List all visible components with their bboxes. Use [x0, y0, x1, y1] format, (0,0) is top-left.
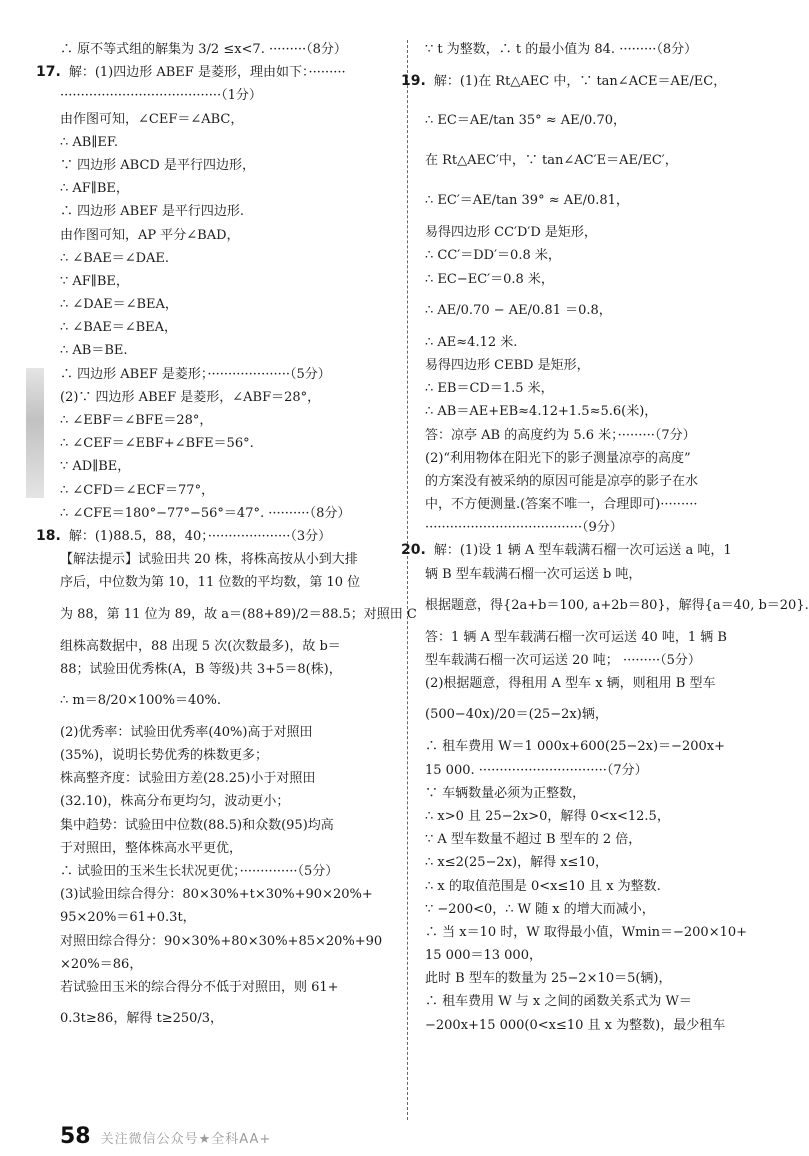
answer-line: (500−40x)/20＝(25−2x)辆，	[425, 707, 608, 723]
answer-line: 95×20%＝61+0.3t，	[60, 910, 196, 926]
answer-line: 为 88，第 11 位为 89，故 a＝(88+89)/2＝88.5；对照田 C	[60, 606, 417, 622]
answer-line: 对照田综合得分：90×30%+80×30%+85×20%+90	[60, 933, 383, 949]
answer-line: 株高整齐度：试验田方差(28.25)小于对照田	[60, 771, 316, 787]
answer-line: (3)试验田综合得分：80×30%+t×30%+90×20%+	[60, 887, 373, 903]
page-edge-tab	[26, 368, 44, 498]
answer-line: ∴ m＝8/20×100%＝40%.	[60, 692, 222, 708]
answer-line: 此时 B 型车的数量为 25−2×10＝5(辆)，	[425, 971, 672, 987]
answer-line: ∴ CC′＝DD′＝0.8 米，	[425, 248, 561, 264]
answer-text: 解：(1)四边形 ABEF 是菱形，理由如下：·········	[68, 65, 346, 81]
answer-line: 中，不方便测量.(答案不唯一，合理即可)·········	[425, 497, 698, 513]
answer-text: 解：(1)在 Rt△AEC 中，∵ tan∠ACE＝AE/EC，	[433, 74, 727, 90]
answer-line: ×20%＝86，	[60, 956, 143, 972]
answer-line: ∵ AD∥BE，	[60, 459, 131, 475]
answer-line: ∴ ∠CFE＝180°−77°−56°＝47°. ··········（8分）	[60, 505, 351, 521]
answer-line: ·······································（1分）	[60, 88, 262, 104]
answer-line: ∴ 当 x＝10 时，W 取得最小值，Wmin＝−200×10+	[425, 924, 748, 940]
answer-line: ∴ ∠CEF＝∠EBF+∠BFE＝56°.	[60, 436, 254, 452]
answer-line: 的方案没有被采纳的原因可能是凉亭的影子在水	[425, 473, 699, 489]
answer-line: 组株高数据中，88 出现 5 次(次数最多)，故 b＝	[60, 638, 341, 654]
answer-line: (2)优秀率：试验田优秀率(40%)高于对照田	[60, 724, 313, 740]
answer-line: 序后，中位数为第 10，11 位数的平均数，第 10 位	[60, 575, 361, 591]
right-column	[401, 38, 809, 1037]
answer-line: (2)“利用物体在阳光下的影子测量凉亭的高度”	[425, 450, 691, 466]
answer-line: ∴ x>0 且 25−2x>0，解得 0<x<12.5，	[425, 808, 670, 824]
answer-line: ∴ ∠DAE＝∠BEA，	[60, 297, 178, 313]
answer-line: 若试验田玉米的综合得分不低于对照田，则 61+	[60, 979, 339, 995]
answer-line: 易得四边形 CEBD 是矩形，	[425, 357, 590, 373]
answer-line: 集中趋势：试验田中位数(88.5)和众数(95)均高	[60, 817, 334, 833]
question-number: 17.	[36, 64, 61, 81]
answer-text: 解：(1)设 1 辆 A 型车载满石榴一次可运送 a 吨，1	[433, 543, 732, 559]
answer-line	[401, 539, 743, 562]
answer-line: ∵ t 为整数，∴ t 的最小值为 84. ·········（8分）	[425, 42, 698, 57]
answer-line: ∴ 租车费用 W＝1 000x+600(25−2x)＝−200x+	[425, 739, 725, 755]
answer-text: 解：(1)88.5，88，40；····················（3分）	[68, 528, 332, 544]
column-divider	[407, 40, 408, 1120]
page-number: 58	[60, 1124, 91, 1149]
answer-line: ∵ 车辆数量必须为正整数，	[425, 785, 586, 801]
answer-line: 于对照田，整体株高水平更优，	[60, 840, 243, 856]
answer-line: 根据题意，得{2a+b＝100, a+2b＝80}，解得{a＝40, b＝20}.	[425, 597, 809, 613]
answer-line: ∴ x≤2(25−2x)，解得 x≤10，	[425, 855, 608, 871]
answer-line: 15 000＝13 000，	[425, 948, 542, 964]
answer-line: (2)∵ 四边形 ABEF 是菱形，∠ABF＝28°，	[60, 389, 321, 405]
answer-line: ∴ 租车费用 W 与 x 之间的函数关系式为 W＝	[425, 994, 692, 1010]
answer-line: ∴ ∠BAE＝∠BEA，	[60, 320, 178, 336]
answer-line: ∴ 原不等式组的解集为 3/2 ≤x<7. ·········（8分）	[60, 42, 347, 57]
answer-line: ······································（9分）	[425, 520, 623, 536]
answer-line: ∴ 四边形 ABEF 是菱形；····················（5分）	[60, 366, 331, 382]
answer-line: ∵ AF∥BE，	[60, 273, 129, 289]
answer-line: ∵ A 型车数量不超过 B 型车的 2 倍，	[425, 832, 642, 848]
answer-line: 答：凉亭 AB 的高度约为 5.6 米；·········（7分）	[425, 427, 696, 443]
answer-line: 在 Rt△AEC′中，∵ tan∠AC′E＝AE/EC′，	[425, 153, 678, 169]
answer-line: ∴ ∠CFD＝∠ECF＝77°，	[60, 482, 215, 498]
answer-line: 型车载满石榴一次可运送 20 吨； ·········（5分）	[425, 653, 701, 668]
answer-line: ∴ AB∥EF.	[60, 134, 118, 150]
question-number: 19.	[401, 73, 426, 90]
answer-line: ∴ 四边形 ABEF 是平行四边形.	[60, 204, 244, 220]
answer-line: ∴ EC＝AE/tan 35° ≈ AE/0.70，	[425, 113, 626, 129]
answer-line: (32.10)，株高分布更均匀，波动更小；	[60, 794, 290, 810]
answer-line: ∵ −200<0，∴ W 随 x 的增大而减小，	[425, 901, 655, 917]
answer-line: ∴ EC′＝AE/tan 39° ≈ AE/0.81，	[425, 193, 629, 209]
page-footer	[60, 1124, 271, 1150]
answer-line: 易得四边形 CC′D′D 是矩形，	[425, 225, 597, 241]
answer-line: ∴ AF∥BE，	[60, 181, 129, 197]
answer-line: 88；试验田优秀株(A，B 等级)共 3+5＝8(株)，	[60, 661, 342, 677]
answer-line: ∴ x 的取值范围是 0<x≤10 且 x 为整数.	[425, 878, 661, 894]
answer-line: ∴ 试验田的玉米生长状况更优；··············（5分）	[60, 864, 339, 879]
answer-line: −200x+15 000(0<x≤10 且 x 为整数)，最少租车	[425, 1017, 726, 1033]
answer-line: (35%)，说明长势优秀的株数更多；	[60, 748, 269, 764]
answer-line: 由作图可知，AP 平分∠BAD，	[60, 227, 240, 243]
answer-line: (2)根据题意，得租用 A 型车 x 辆，则租用 B 型车	[425, 676, 716, 692]
answer-line: 【解法提示】试验田共 20 株，将株高按从小到大排	[60, 552, 358, 568]
answer-line: ∴ AE≈4.12 米.	[425, 334, 518, 350]
question-number: 18.	[36, 527, 61, 544]
answer-line: ∴ AB＝BE.	[60, 343, 128, 359]
footer-watermark: 关注微信公众号★全科AA+	[100, 1132, 272, 1147]
question-number: 20.	[401, 542, 426, 559]
answer-line: ∴ EC−EC′＝0.8 米，	[425, 271, 554, 287]
answer-line: ∴ EB＝CD＝1.5 米，	[425, 381, 554, 397]
answer-line: ∴ ∠BAE＝∠DAE.	[60, 250, 170, 266]
answer-line: 由作图可知，∠CEF＝∠ABC，	[60, 111, 244, 127]
answer-line: ∴ ∠EBF＝∠BFE＝28°，	[60, 413, 213, 428]
answer-line	[401, 61, 743, 101]
answer-line	[36, 61, 393, 84]
answer-line: ∴ AB＝AE+EB≈4.12+1.5≈5.6(米)，	[425, 404, 658, 420]
answer-line: ∴ AE/0.70 − AE/0.81 ＝0.8，	[425, 302, 612, 318]
answer-line: 15 000. ·······························（7分）	[425, 762, 648, 778]
answer-line: 答：1 辆 A 型车载满石榴一次可运送 40 吨，1 辆 B	[425, 629, 727, 645]
answer-line: 0.3t≥86，解得 t≥250/3，	[60, 1011, 224, 1027]
answer-line: ∵ 四边形 ABCD 是平行四边形，	[60, 157, 255, 173]
answer-line: 辆 B 型车载满石榴一次可运送 b 吨，	[425, 566, 642, 582]
answer-line	[36, 525, 393, 548]
